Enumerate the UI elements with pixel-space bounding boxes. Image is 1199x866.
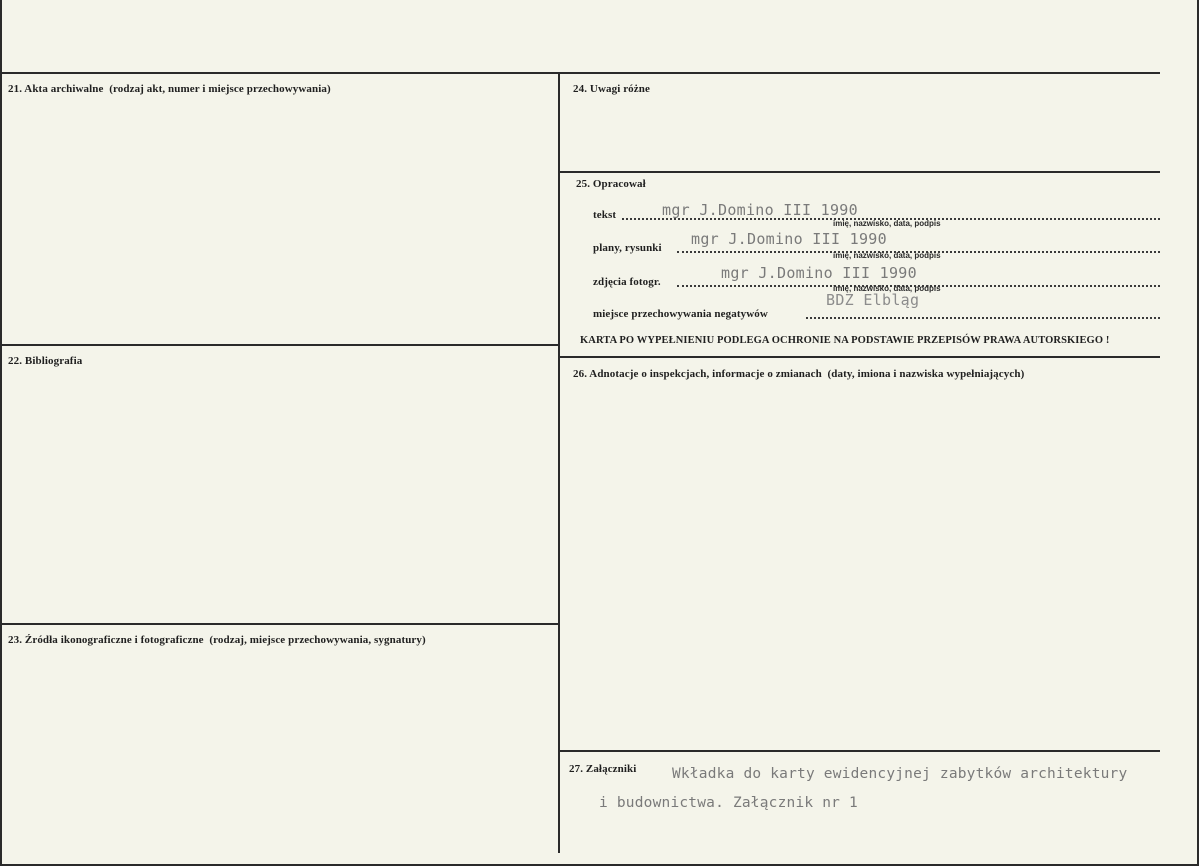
row-photos-value: mgr J.Domino III 1990 [721, 264, 917, 282]
section-26-note: (daty, imiona i nazwiska wypełniających) [827, 368, 1025, 380]
row-text-caption: imię, nazwisko, data, podpis [833, 219, 941, 228]
attachment-line-1: Wkładka do karty ewidencyjnej zabytków architektury [672, 766, 1128, 782]
row-photos-caption: imię, nazwisko, data, podpis [833, 284, 941, 293]
row-negatives-label: miejsce przechowywania negatywów [593, 308, 768, 320]
rule-above-27 [560, 750, 1160, 752]
row-plans-label: plany, rysunki [593, 242, 662, 254]
rule-above-23 [0, 623, 560, 625]
copyright-notice: KARTA PO WYPEŁNIENIU PODLEGA OCHRONIE NA PODSTAWIE PRZEPISÓW PRAWA AUTORSKIEGO ! [580, 335, 1110, 346]
rule-above-22 [0, 344, 560, 346]
rule-above-25 [560, 171, 1160, 173]
section-25-label: 25. Opracował [576, 178, 646, 190]
section-24-label: 24. Uwagi różne [573, 83, 650, 95]
section-21-note: (rodzaj akt, numer i miejsce przechowywania) [109, 83, 331, 95]
row-negatives-value: BDZ Elbląg [826, 291, 920, 309]
section-27-label: 27. Załączniki [569, 763, 637, 775]
rule-above-26 [560, 356, 1160, 358]
section-23-heading [8, 634, 426, 646]
section-22-label: 22. Bibliografia [8, 355, 83, 367]
row-plans-caption: imię, nazwisko, data, podpis [833, 251, 941, 260]
attachment-line-2: i budownictwa. Załącznik nr 1 [599, 795, 858, 811]
row-text-label: tekst [593, 209, 617, 221]
row-negatives-dotted-line [806, 317, 1160, 319]
section-21-label: 21. Akta archiwalne [8, 83, 104, 95]
section-26-label: 26. Adnotacje o inspekcjach, informacje o zmianach [573, 368, 822, 380]
row-photos-label: zdjęcia fotogr. [593, 276, 661, 288]
section-21-heading [8, 83, 331, 95]
section-26-heading [573, 368, 1024, 380]
section-23-label: 23. Źródła ikonograficzne i fotograficzne [8, 634, 204, 646]
center-divider [558, 72, 560, 853]
top-rule [0, 72, 1160, 74]
row-text-value: mgr J.Domino III 1990 [662, 201, 858, 219]
frame-left-border [0, 0, 2, 866]
section-23-note: (rodzaj, miejsce przechowywania, sygnatury) [209, 634, 426, 646]
row-plans-value: mgr J.Domino III 1990 [691, 230, 887, 248]
